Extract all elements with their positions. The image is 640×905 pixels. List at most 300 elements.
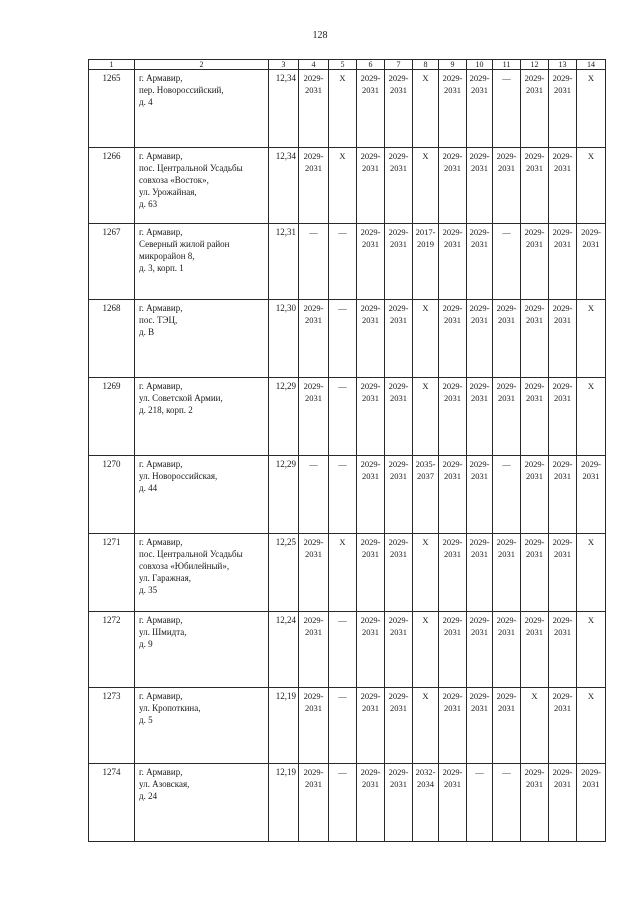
period-end: 2031 xyxy=(444,779,461,789)
period-cell-col-12 xyxy=(521,148,549,224)
period-cell-col-5: — xyxy=(329,612,357,688)
period-end: 2031 xyxy=(471,549,488,559)
address-line: г. Армавир, xyxy=(139,73,183,83)
address-line: д. 218, корп. 2 xyxy=(139,405,193,415)
period-cell-col-4 xyxy=(299,148,329,224)
period-end: 2031 xyxy=(390,627,407,637)
period-cell-col-12 xyxy=(521,300,549,378)
period-cell-col-10 xyxy=(467,148,493,224)
row-number: 1274 xyxy=(89,764,135,842)
period-end: 2031 xyxy=(390,239,407,249)
address-line: д. 24 xyxy=(139,791,158,801)
table-row xyxy=(89,224,606,300)
period-end: 2037 xyxy=(417,471,434,481)
period-end: 2034 xyxy=(417,779,434,789)
period-end: 2031 xyxy=(554,163,571,173)
period-end: 2031 xyxy=(390,779,407,789)
period-end: 2031 xyxy=(444,85,461,95)
period-cell-col-13 xyxy=(549,612,577,688)
period-cell-col-6 xyxy=(357,456,385,534)
address-line: г. Армавир, xyxy=(139,459,183,469)
period-cell-col-12 xyxy=(521,764,549,842)
period-end: 2031 xyxy=(390,163,407,173)
column-number-8: 8 xyxy=(413,60,439,70)
address-line: г. Армавир, xyxy=(139,615,183,625)
period-cell-col-13 xyxy=(549,378,577,456)
address-cell xyxy=(135,148,269,224)
address-line: совхоза «Восток», xyxy=(139,175,209,185)
period-cell-col-12 xyxy=(521,378,549,456)
period-end: 2031 xyxy=(390,315,407,325)
address-line: Северный жилой район xyxy=(139,239,230,249)
period-end: 2031 xyxy=(444,239,461,249)
address-line: д. В xyxy=(139,327,155,337)
period-cell-col-4 xyxy=(299,300,329,378)
period-end: 2031 xyxy=(526,779,543,789)
period-cell-col-9 xyxy=(439,456,467,534)
period-cell-col-14 xyxy=(577,224,606,300)
value-cell: 12,19 xyxy=(269,688,299,764)
period-start: 2029- xyxy=(442,73,463,83)
period-end: 2019 xyxy=(417,239,434,249)
period-cell-col-8: X xyxy=(413,300,439,378)
address-line: г. Армавир, xyxy=(139,537,183,547)
address-line: д. 9 xyxy=(139,639,153,649)
period-end: 2031 xyxy=(554,471,571,481)
address-cell xyxy=(135,764,269,842)
period-cell-col-10 xyxy=(467,224,493,300)
period-cell-col-11 xyxy=(493,534,521,612)
period-cell-col-10 xyxy=(467,612,493,688)
period-cell-col-7 xyxy=(385,764,413,842)
period-end: 2031 xyxy=(444,627,461,637)
period-start: 2029- xyxy=(388,227,409,237)
period-cell-col-6 xyxy=(357,612,385,688)
period-cell-col-4 xyxy=(299,764,329,842)
period-cell-col-11 xyxy=(493,688,521,764)
period-end: 2031 xyxy=(582,239,600,249)
address-line: микрорайон 8, xyxy=(139,251,195,261)
address-line: г. Армавир, xyxy=(139,691,183,701)
period-start: 2029- xyxy=(388,537,409,547)
period-start: 2029- xyxy=(303,303,324,313)
period-start: 2029- xyxy=(552,151,573,161)
period-start: 2029- xyxy=(469,381,490,391)
period-cell-col-10 xyxy=(467,378,493,456)
column-number-11: 11 xyxy=(493,60,521,70)
address-line: д. 4 xyxy=(139,97,153,107)
period-cell-col-7 xyxy=(385,612,413,688)
period-cell-col-13 xyxy=(549,148,577,224)
period-end: 2031 xyxy=(526,85,543,95)
period-cell-col-13 xyxy=(549,224,577,300)
period-cell-col-12 xyxy=(521,224,549,300)
period-start: 2029- xyxy=(442,537,463,547)
address-line: д. 5 xyxy=(139,715,153,725)
period-end: 2031 xyxy=(362,779,379,789)
period-start: 2029- xyxy=(360,303,381,313)
period-start: 2029- xyxy=(388,615,409,625)
period-start: 2029- xyxy=(469,303,490,313)
period-start: 2032- xyxy=(415,767,436,777)
period-cell-col-6 xyxy=(357,378,385,456)
period-cell-col-7 xyxy=(385,224,413,300)
period-start: 2029- xyxy=(360,767,381,777)
period-cell-col-9 xyxy=(439,764,467,842)
period-end: 2031 xyxy=(305,85,322,95)
table-row xyxy=(89,378,606,456)
period-start: 2029- xyxy=(442,151,463,161)
period-cell-col-10 xyxy=(467,456,493,534)
period-end: 2031 xyxy=(471,471,488,481)
row-number: 1266 xyxy=(89,148,135,224)
period-end: 2031 xyxy=(362,163,379,173)
address-line: пер. Новороссийский, xyxy=(139,85,224,95)
period-end: 2031 xyxy=(305,779,322,789)
period-cell-col-5: X xyxy=(329,148,357,224)
period-start: 2029- xyxy=(469,615,490,625)
period-end: 2031 xyxy=(444,549,461,559)
column-number-4: 4 xyxy=(299,60,329,70)
row-number: 1268 xyxy=(89,300,135,378)
period-end: 2031 xyxy=(471,85,488,95)
address-line: совхоза «Юбилейный», xyxy=(139,561,230,571)
period-end: 2031 xyxy=(305,315,322,325)
period-cell-col-13 xyxy=(549,688,577,764)
period-start: 2029- xyxy=(496,537,517,547)
period-end: 2031 xyxy=(305,163,322,173)
period-end: 2031 xyxy=(498,549,515,559)
table-row xyxy=(89,764,606,842)
period-start: 2029- xyxy=(552,303,573,313)
period-cell-col-4 xyxy=(299,70,329,148)
address-line: ул. Новороссийская, xyxy=(139,471,218,481)
period-start: 2029- xyxy=(552,73,573,83)
period-start: 2029- xyxy=(303,691,324,701)
address-line: ул. Шмидта, xyxy=(139,627,187,637)
period-cell-col-11: — xyxy=(493,764,521,842)
period-cell-col-11 xyxy=(493,300,521,378)
period-end: 2031 xyxy=(471,703,488,713)
period-start: 2029- xyxy=(524,151,545,161)
address-line: ул. Советской Армии, xyxy=(139,393,223,403)
period-cell-col-5: X xyxy=(329,534,357,612)
period-cell-col-7 xyxy=(385,456,413,534)
period-start: 2029- xyxy=(469,151,490,161)
period-cell-col-14: X xyxy=(577,534,606,612)
address-cell xyxy=(135,300,269,378)
address-cell xyxy=(135,378,269,456)
period-cell-col-12 xyxy=(521,456,549,534)
period-start: 2029- xyxy=(524,303,545,313)
period-start: 2029- xyxy=(469,227,490,237)
period-cell-col-6 xyxy=(357,764,385,842)
period-cell-col-11: — xyxy=(493,224,521,300)
period-end: 2031 xyxy=(554,85,571,95)
register-table xyxy=(88,59,606,842)
address-line: г. Армавир, xyxy=(139,767,183,777)
period-end: 2031 xyxy=(362,627,379,637)
period-end: 2031 xyxy=(554,627,571,637)
table-row xyxy=(89,456,606,534)
period-end: 2031 xyxy=(444,393,461,403)
address-line: пос. ТЭЦ, xyxy=(139,315,178,325)
period-start: 2029- xyxy=(496,615,517,625)
period-end: 2031 xyxy=(526,471,543,481)
period-cell-col-7 xyxy=(385,534,413,612)
period-cell-col-11 xyxy=(493,612,521,688)
period-start: 2029- xyxy=(496,151,517,161)
page-number: 128 xyxy=(312,30,328,41)
period-end: 2031 xyxy=(362,239,379,249)
period-start: 2029- xyxy=(360,227,381,237)
period-start: 2017- xyxy=(415,227,436,237)
period-start: 2029- xyxy=(552,691,573,701)
period-start: 2029- xyxy=(442,381,463,391)
period-cell-col-9 xyxy=(439,378,467,456)
address-cell xyxy=(135,688,269,764)
period-cell-col-11: — xyxy=(493,70,521,148)
period-cell-col-10: — xyxy=(467,764,493,842)
period-end: 2031 xyxy=(526,393,543,403)
period-cell-col-4 xyxy=(299,378,329,456)
period-end: 2031 xyxy=(498,393,515,403)
period-end: 2031 xyxy=(362,471,379,481)
period-cell-col-4 xyxy=(299,612,329,688)
period-end: 2031 xyxy=(362,315,379,325)
period-cell-col-10 xyxy=(467,688,493,764)
period-cell-col-10 xyxy=(467,534,493,612)
period-cell-col-8: X xyxy=(413,148,439,224)
period-cell-col-14: X xyxy=(577,300,606,378)
value-cell: 12,29 xyxy=(269,378,299,456)
address-line: ул. Кропоткина, xyxy=(139,703,201,713)
period-cell-col-4 xyxy=(299,534,329,612)
period-cell-col-7 xyxy=(385,688,413,764)
period-start: 2029- xyxy=(552,381,573,391)
period-start: 2029- xyxy=(469,459,490,469)
period-end: 2031 xyxy=(305,627,322,637)
period-cell-col-9 xyxy=(439,148,467,224)
column-number-2: 2 xyxy=(135,60,269,70)
period-cell-col-9 xyxy=(439,300,467,378)
value-cell: 12,24 xyxy=(269,612,299,688)
period-start: 2029- xyxy=(303,537,324,547)
period-cell-col-12: X xyxy=(521,688,549,764)
period-cell-col-11 xyxy=(493,378,521,456)
period-end: 2031 xyxy=(390,471,407,481)
address-cell xyxy=(135,224,269,300)
period-end: 2031 xyxy=(554,239,571,249)
address-line: г. Армавир, xyxy=(139,303,183,313)
row-number: 1273 xyxy=(89,688,135,764)
period-end: 2031 xyxy=(526,549,543,559)
period-end: 2031 xyxy=(582,471,600,481)
period-end: 2031 xyxy=(471,393,488,403)
column-number-7: 7 xyxy=(385,60,413,70)
column-number-3: 3 xyxy=(269,60,299,70)
address-line: г. Армавир, xyxy=(139,381,183,391)
period-start: 2029- xyxy=(442,303,463,313)
period-end: 2031 xyxy=(498,163,515,173)
period-start: 2029- xyxy=(469,73,490,83)
period-cell-col-14: X xyxy=(577,70,606,148)
period-end: 2031 xyxy=(526,627,543,637)
period-end: 2031 xyxy=(444,315,461,325)
period-start: 2029- xyxy=(360,691,381,701)
period-cell-col-6 xyxy=(357,148,385,224)
period-end: 2031 xyxy=(390,549,407,559)
period-start: 2029- xyxy=(442,615,463,625)
period-end: 2031 xyxy=(362,85,379,95)
column-number-14: 14 xyxy=(577,60,606,70)
row-number: 1269 xyxy=(89,378,135,456)
address-line: ул. Урожайная, xyxy=(139,187,197,197)
period-cell-col-8: X xyxy=(413,534,439,612)
period-cell-col-9 xyxy=(439,612,467,688)
period-start: 2029- xyxy=(360,151,381,161)
period-start: 2029- xyxy=(303,73,324,83)
period-cell-col-8: X xyxy=(413,612,439,688)
address-line: ул. Гаражная, xyxy=(139,573,191,583)
period-cell-col-8 xyxy=(413,764,439,842)
address-line: г. Армавир, xyxy=(139,151,183,161)
period-start: 2029- xyxy=(552,767,573,777)
period-start: 2029- xyxy=(581,459,601,469)
period-end: 2031 xyxy=(582,779,600,789)
period-cell-col-10 xyxy=(467,300,493,378)
period-cell-col-6 xyxy=(357,688,385,764)
value-cell: 12,30 xyxy=(269,300,299,378)
period-cell-col-6 xyxy=(357,224,385,300)
period-cell-col-4: — xyxy=(299,224,329,300)
period-cell-col-5: — xyxy=(329,688,357,764)
value-cell: 12,31 xyxy=(269,224,299,300)
row-number: 1267 xyxy=(89,224,135,300)
address-line: пос. Центральной Усадьбы xyxy=(139,163,243,173)
period-start: 2029- xyxy=(552,459,573,469)
period-end: 2031 xyxy=(444,703,461,713)
period-cell-col-9 xyxy=(439,534,467,612)
period-cell-col-12 xyxy=(521,534,549,612)
table-body xyxy=(89,60,606,842)
period-end: 2031 xyxy=(526,315,543,325)
period-start: 2029- xyxy=(552,537,573,547)
address-line: д. 44 xyxy=(139,483,158,493)
period-cell-col-14: X xyxy=(577,688,606,764)
period-cell-col-5: — xyxy=(329,764,357,842)
period-cell-col-8: X xyxy=(413,378,439,456)
period-cell-col-5: — xyxy=(329,456,357,534)
period-cell-col-14 xyxy=(577,456,606,534)
column-number-12: 12 xyxy=(521,60,549,70)
period-start: 2029- xyxy=(524,537,545,547)
period-start: 2029- xyxy=(469,537,490,547)
period-start: 2029- xyxy=(303,615,324,625)
period-end: 2031 xyxy=(498,627,515,637)
period-start: 2029- xyxy=(581,227,601,237)
period-end: 2031 xyxy=(305,393,322,403)
row-number: 1272 xyxy=(89,612,135,688)
period-start: 2029- xyxy=(360,381,381,391)
period-start: 2029- xyxy=(524,381,545,391)
period-end: 2031 xyxy=(471,627,488,637)
period-cell-col-13 xyxy=(549,300,577,378)
table-row xyxy=(89,148,606,224)
period-start: 2029- xyxy=(388,73,409,83)
address-line: г. Армавир, xyxy=(139,227,183,237)
period-cell-col-6 xyxy=(357,300,385,378)
table-row xyxy=(89,612,606,688)
period-start: 2029- xyxy=(524,459,545,469)
period-cell-col-8: X xyxy=(413,688,439,764)
period-end: 2031 xyxy=(526,163,543,173)
column-number-6: 6 xyxy=(357,60,385,70)
period-cell-col-14: X xyxy=(577,378,606,456)
period-cell-col-5: X xyxy=(329,70,357,148)
column-number-10: 10 xyxy=(467,60,493,70)
address-line: д. 35 xyxy=(139,585,158,595)
period-cell-col-13 xyxy=(549,534,577,612)
period-cell-col-13 xyxy=(549,70,577,148)
period-start: 2029- xyxy=(442,691,463,701)
period-start: 2029- xyxy=(303,767,324,777)
period-start: 2029- xyxy=(388,303,409,313)
period-end: 2031 xyxy=(554,779,571,789)
period-end: 2031 xyxy=(498,315,515,325)
period-cell-col-5: — xyxy=(329,300,357,378)
period-cell-col-8: X xyxy=(413,70,439,148)
period-end: 2031 xyxy=(390,703,407,713)
period-cell-col-6 xyxy=(357,534,385,612)
address-line: ул. Азовская, xyxy=(139,779,190,789)
period-end: 2031 xyxy=(526,239,543,249)
value-cell: 12,34 xyxy=(269,148,299,224)
period-cell-col-13 xyxy=(549,764,577,842)
address-cell xyxy=(135,534,269,612)
period-cell-col-11: — xyxy=(493,456,521,534)
period-start: 2029- xyxy=(524,73,545,83)
period-start: 2029- xyxy=(496,303,517,313)
period-end: 2031 xyxy=(390,85,407,95)
period-cell-col-11 xyxy=(493,148,521,224)
table-row xyxy=(89,300,606,378)
period-start: 2029- xyxy=(388,767,409,777)
period-cell-col-7 xyxy=(385,148,413,224)
period-cell-col-7 xyxy=(385,378,413,456)
period-end: 2031 xyxy=(362,393,379,403)
period-start: 2029- xyxy=(388,691,409,701)
period-start: 2029- xyxy=(496,691,517,701)
period-end: 2031 xyxy=(444,471,461,481)
period-start: 2029- xyxy=(303,381,324,391)
value-cell: 12,29 xyxy=(269,456,299,534)
period-end: 2031 xyxy=(362,549,379,559)
address-line: д. 3, корп. 1 xyxy=(139,263,184,273)
period-end: 2031 xyxy=(305,703,322,713)
period-start: 2029- xyxy=(524,227,545,237)
period-cell-col-4: — xyxy=(299,456,329,534)
period-end: 2031 xyxy=(362,703,379,713)
address-line: д. 63 xyxy=(139,199,158,209)
period-start: 2029- xyxy=(360,615,381,625)
period-end: 2031 xyxy=(444,163,461,173)
address-cell xyxy=(135,612,269,688)
period-start: 2029- xyxy=(442,459,463,469)
period-end: 2031 xyxy=(498,703,515,713)
period-end: 2031 xyxy=(554,393,571,403)
column-number-1: 1 xyxy=(89,60,135,70)
